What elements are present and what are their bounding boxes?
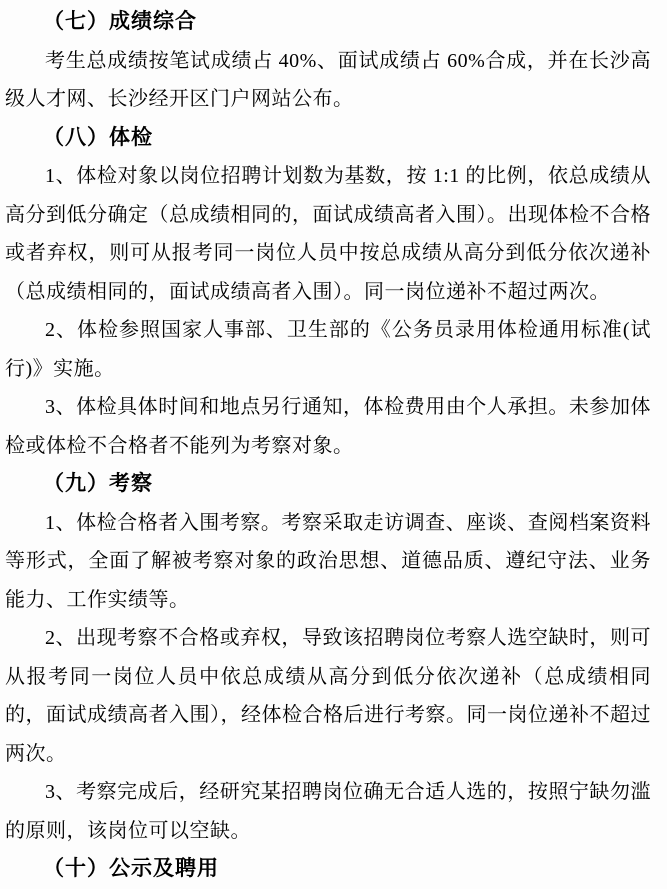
paragraph: 考生总成绩按笔试成绩占 40%、面试成绩占 60%合成，并在长沙高级人才网、长沙经开区门户网站公布。 [5,49,651,110]
section-heading-physical-exam: （八）体检 [43,125,153,149]
paragraph: 1、体检对象以岗位招聘计划数为基数，按 1:1 的比例，依总成绩从高分到低分确定（总成绩相同的，面试成绩高者入围）。出现体检不合格或者弃权，则可从报考同一岗位人员中按总成绩从高分到低分依次递补（总成绩相同的，面试成绩高者入围）。同一岗位递补不超过两次。 [5,165,651,303]
section-heading-inspection: （九）考察 [43,472,153,495]
section-heading-publicity-employment: （十）公示及聘用 [43,857,219,880]
paragraph: 1、体检合格者入围考察。考察采取走访调查、座谈、查阅档案资料等形式，全面了解被考察对象的政治思想、道德品质、遵纪守法、业务能力、工作实绩等。 [5,511,651,611]
paragraph: 2、出现考察不合格或弃权，导致该招聘岗位考察人选空缺时，则可从报考同一岗位人员中依总成绩从高分到低分依次递补（总成绩相同的，面试成绩高者入围），经体检合格后进行考察。同一岗位递补不超过两次。 [5,627,651,765]
paragraph: 3、体检具体时间和地点另行通知，体检费用由个人承担。未参加体检或体检不合格者不能列为考察对象。 [5,396,651,457]
paragraph: 3、考察完成后，经研究某招聘岗位确无合适人选的，按照宁缺勿滥的原则，该岗位可以空缺。 [5,781,651,842]
paragraph: 2、体检参照国家人事部、卫生部的《公务员录用体检通用标准(试行)》实施。 [5,319,651,380]
section-heading-score-synthesis: （七）成绩综合 [43,10,197,33]
